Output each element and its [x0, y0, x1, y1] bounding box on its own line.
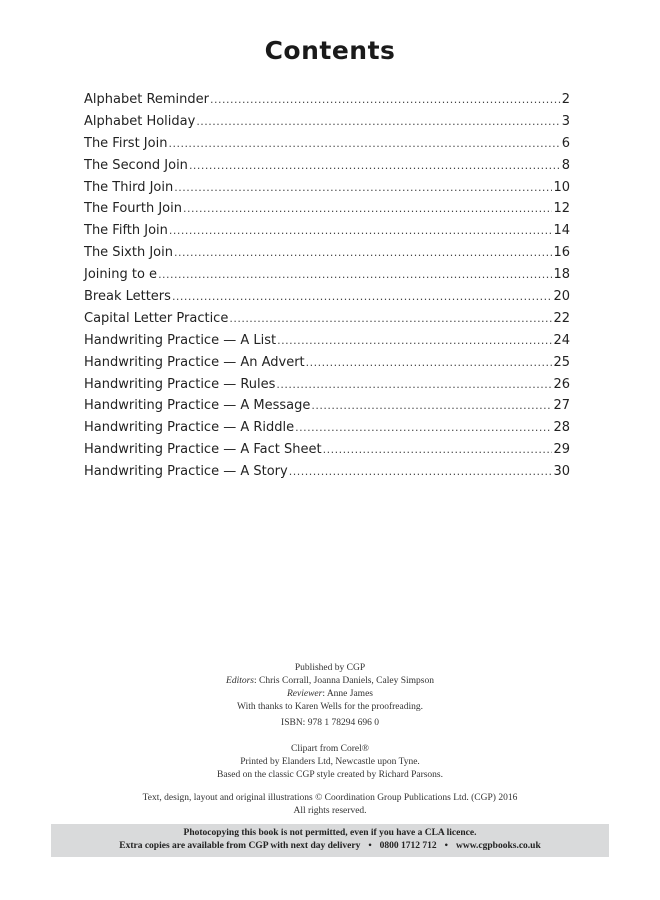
- dot-leader: [169, 224, 553, 237]
- toc-entry-title: Handwriting Practice — A Riddle: [84, 420, 295, 436]
- toc-entry-page: 27: [553, 398, 570, 414]
- toc-entry: [84, 245, 570, 267]
- toc-entry: [84, 355, 570, 377]
- dot-leader: [196, 115, 560, 128]
- toc-entry-page: 10: [553, 179, 570, 195]
- toc-entry: [84, 136, 570, 158]
- toc-entry-page: 28: [553, 420, 570, 436]
- dot-leader: [189, 159, 561, 172]
- bullet-separator: •: [444, 841, 448, 851]
- toc-entry-title: The Third Join: [84, 179, 174, 195]
- dot-leader: [306, 356, 553, 369]
- toc-entry: [84, 311, 570, 333]
- isbn-line: ISBN: 978 1 78294 696 0: [281, 718, 379, 728]
- toc-entry: [84, 420, 570, 442]
- toc-entry-page: 2: [561, 92, 570, 107]
- dot-leader: [172, 290, 553, 303]
- dot-leader: [323, 443, 553, 456]
- publisher-credits: [0, 662, 660, 730]
- printer-line: Printed by Elanders Ltd, Newcastle upon Tyne.: [240, 757, 420, 767]
- dot-leader: [158, 268, 552, 281]
- bullet-separator: •: [368, 841, 372, 851]
- toc-entry-title: Joining to e: [84, 267, 158, 283]
- toc-entry-page: 30: [553, 464, 570, 480]
- reviewer-label: Reviewer: [286, 689, 323, 699]
- reviewer-line: [0, 688, 660, 701]
- dot-leader: [277, 334, 552, 347]
- toc-entry-title: Handwriting Practice — A Story: [84, 464, 288, 480]
- toc-entry: [84, 442, 570, 464]
- clipart-line: Clipart from Corel®: [291, 744, 369, 754]
- toc-entry-title: Handwriting Practice — An Advert: [84, 354, 305, 370]
- production-credits: [0, 743, 660, 782]
- reviewer-name: : Anne James: [322, 689, 373, 699]
- phone-number: 0800 1712 712: [379, 841, 437, 851]
- toc-entry: [84, 464, 570, 486]
- table-of-contents: [84, 92, 570, 486]
- dot-leader: [168, 137, 560, 150]
- toc-entry-page: 14: [553, 223, 570, 239]
- toc-entry-title: The Fourth Join: [84, 201, 182, 217]
- copyright-notice: [0, 792, 660, 818]
- toc-entry: [84, 333, 570, 355]
- toc-entry-page: 8: [561, 157, 570, 173]
- dot-leader: [295, 421, 552, 434]
- toc-entry-page: 16: [553, 245, 570, 261]
- dot-leader: [229, 312, 552, 325]
- website-url: www.cgpbooks.co.uk: [456, 841, 541, 851]
- based-on-line: Based on the classic CGP style created by Richard Parsons.: [216, 770, 443, 780]
- toc-entry-title: Break Letters: [84, 289, 171, 305]
- toc-entry: [84, 114, 570, 136]
- dot-leader: [311, 399, 552, 412]
- toc-entry-title: Capital Letter Practice: [84, 310, 229, 326]
- toc-entry-page: 22: [553, 310, 570, 326]
- extra-copies-text: Extra copies are available from CGP with next day delivery: [119, 841, 361, 851]
- toc-entry: [84, 223, 570, 245]
- toc-entry-page: 25: [553, 354, 570, 370]
- rights-line: All rights reserved.: [293, 806, 367, 816]
- toc-entry-page: 20: [553, 289, 570, 305]
- toc-entry-page: 18: [553, 267, 570, 283]
- toc-entry-page: 6: [561, 135, 570, 151]
- copyright-line: Text, design, layout and original illustrations © Coordination Group Publications Ltd. (CGP) 2016: [142, 793, 518, 803]
- toc-entry: [84, 201, 570, 223]
- published-by: Published by CGP: [294, 663, 366, 673]
- page-title: Contents: [264, 36, 396, 65]
- toc-entry-title: The First Join: [84, 135, 168, 151]
- toc-entry-title: Alphabet Holiday: [84, 113, 196, 129]
- toc-entry: [84, 180, 570, 202]
- dot-leader: [183, 202, 552, 215]
- toc-entry-title: Handwriting Practice — Rules: [84, 376, 276, 392]
- thanks-line: With thanks to Karen Wells for the proofreading.: [237, 702, 423, 712]
- toc-entry-page: 3: [561, 113, 570, 129]
- dot-leader: [276, 378, 552, 391]
- toc-entry-page: 24: [553, 332, 570, 348]
- toc-entry-title: The Fifth Join: [84, 223, 168, 239]
- order-info: [51, 840, 609, 853]
- toc-entry-title: Handwriting Practice — A List: [84, 332, 277, 348]
- toc-entry-page: 26: [553, 376, 570, 392]
- editors-label: Editors: [226, 676, 255, 686]
- dot-leader: [174, 181, 552, 194]
- toc-entry: [84, 158, 570, 180]
- toc-entry: [84, 377, 570, 399]
- toc-entry: [84, 92, 570, 114]
- toc-entry: [84, 398, 570, 420]
- toc-entry-title: The Second Join: [84, 157, 188, 173]
- toc-entry-title: Alphabet Reminder: [84, 92, 209, 107]
- editors-names: : Chris Corrall, Joanna Daniels, Caley Simpson: [254, 676, 434, 686]
- dot-leader: [210, 93, 561, 106]
- footer-notice-bar: [51, 824, 609, 857]
- toc-entry-title: Handwriting Practice — A Message: [84, 398, 311, 414]
- toc-entry-title: The Sixth Join: [84, 245, 173, 261]
- toc-entry: [84, 289, 570, 311]
- toc-entry-page: 29: [553, 442, 570, 458]
- toc-entry-title: Handwriting Practice — A Fact Sheet: [84, 442, 322, 458]
- editors-line: [0, 675, 660, 688]
- photocopy-notice: Photocopying this book is not permitted, even if you have a CLA licence.: [183, 828, 477, 838]
- dot-leader: [174, 246, 552, 259]
- dot-leader: [289, 465, 553, 478]
- toc-entry-page: 12: [553, 201, 570, 217]
- toc-entry: [84, 267, 570, 289]
